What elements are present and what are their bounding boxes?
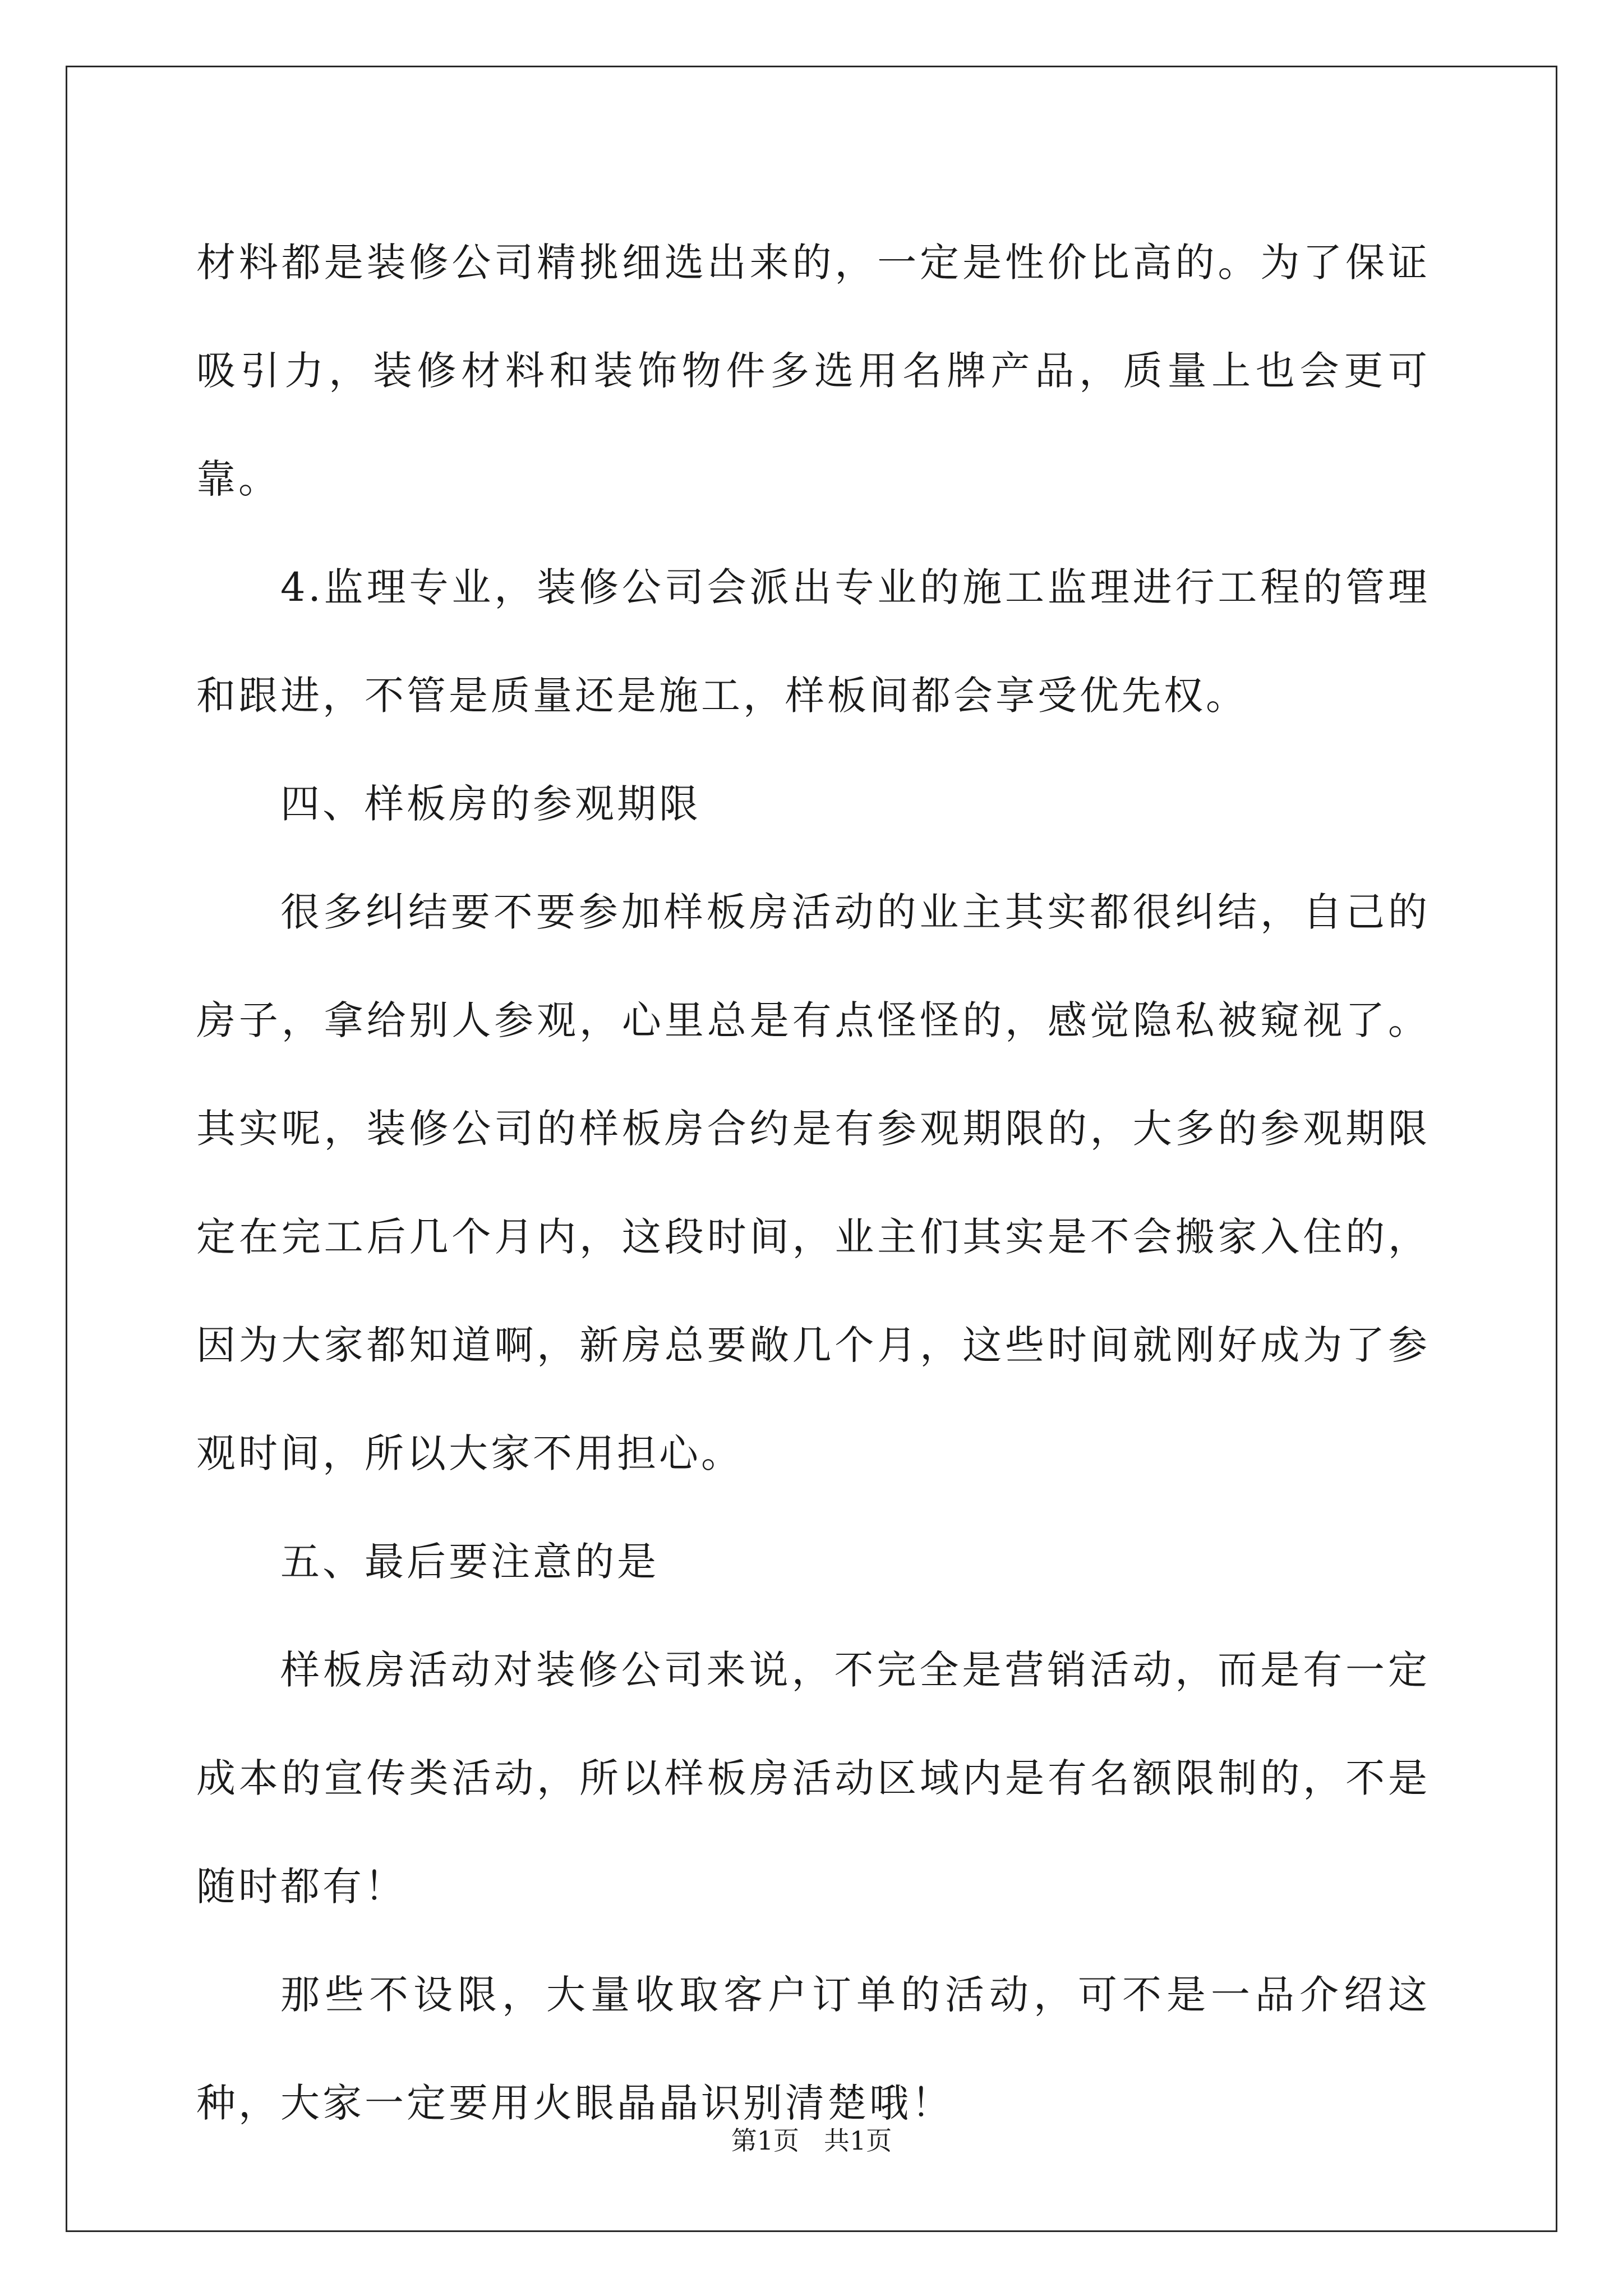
section-heading-visit-period: 四、样板房的参观期限 bbox=[280, 781, 701, 827]
page-number: 第1页 bbox=[731, 2125, 800, 2156]
page-total: 共1页 bbox=[823, 2125, 892, 2156]
paragraph-continuation: 材料都是装修公司精挑细选出来的，一定是性价比高的。为了保证吸引力，装修材料和装饰物件多选用名牌产品，质量上也会更可靠。 bbox=[196, 240, 1430, 502]
page-footer bbox=[0, 2120, 1623, 2157]
paragraph-supervision: 4.监理专业，装修公司会派出专业的施工监理进行工程的管理和跟进，不管是质量还是施工，样板间都会享受优先权。 bbox=[196, 564, 1430, 719]
paragraph-visit-period: 很多纠结要不要参加样板房活动的业主其实都很纠结，自己的房子，拿给别人参观，心里总是有点怪怪的，感觉隐私被窥视了。其实呢，装修公司的样板房合约是有参观期限的，大多的参观期限定在完工后几个月内，这段时间，业主们其实是不会搬家入住的，因为大家都知道啊，新房总要敞几个月，这些时间就刚好成为了参观时间，所以大家不用担心。 bbox=[196, 889, 1430, 1476]
paragraph-quota-limit: 样板房活动对装修公司来说，不完全是营销活动，而是有一定成本的宣传类活动，所以样板房活动区域内是有名额限制的，不是随时都有！ bbox=[196, 1647, 1430, 1910]
document-body bbox=[196, 209, 1430, 2157]
paragraph-warning: 那些不设限，大量收取客户订单的活动，可不是一品介绍这种，大家一定要用火眼晶晶识别清楚哦！ bbox=[196, 1972, 1430, 2126]
section-heading-final-notes: 五、最后要注意的是 bbox=[280, 1539, 659, 1585]
